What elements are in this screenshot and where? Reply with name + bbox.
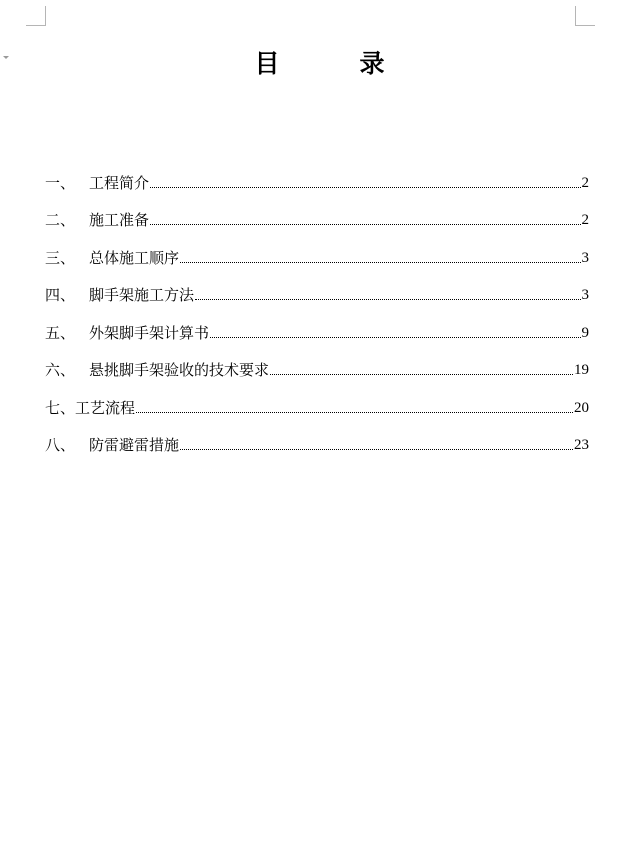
toc-entry[interactable] <box>45 380 589 418</box>
page-title <box>0 42 639 82</box>
title-char-1: 目 <box>254 49 280 78</box>
toc-entry-label: 悬挑脚手架验收的技术要求 <box>89 361 270 379</box>
table-of-contents <box>45 155 589 455</box>
toc-entry-label: 总体施工顺序 <box>89 248 180 267</box>
toc-entry-page: 9 <box>581 324 589 341</box>
toc-entry-page: 2 <box>581 212 589 228</box>
toc-leader-dots <box>180 262 580 263</box>
toc-entry-number: 七、 <box>45 398 76 417</box>
crop-mark-top-left <box>26 6 46 26</box>
toc-entry[interactable] <box>45 418 589 456</box>
toc-entry[interactable] <box>45 268 589 306</box>
toc-entry[interactable] <box>45 193 589 231</box>
toc-entry[interactable] <box>45 343 589 381</box>
toc-entry-label: 防雷避雷措施 <box>89 436 180 454</box>
toc-entry[interactable] <box>45 155 589 193</box>
toc-leader-dots <box>136 412 573 413</box>
toc-entry-number: 三、 <box>45 248 76 267</box>
toc-leader-dots <box>180 449 573 450</box>
toc-entry-label: 施工准备 <box>89 211 150 229</box>
toc-leader-dots <box>150 187 580 188</box>
title-char-2: 录 <box>359 49 385 78</box>
toc-entry-page: 19 <box>574 362 589 378</box>
toc-entry-number: 六、 <box>45 361 76 379</box>
toc-entry-number: 一、 <box>45 173 76 192</box>
toc-entry-label: 工程简介 <box>89 173 150 192</box>
toc-entry-page: 23 <box>574 437 589 453</box>
toc-entry-label: 工艺流程 <box>75 398 136 417</box>
toc-entry-number: 二、 <box>45 211 76 229</box>
toc-leader-dots <box>150 224 580 225</box>
toc-entry-label: 外架脚手架计算书 <box>89 323 210 342</box>
toc-entry[interactable] <box>45 305 589 343</box>
toc-entry-label: 脚手架施工方法 <box>89 286 195 304</box>
toc-entry-page: 20 <box>574 399 589 416</box>
toc-entry-page: 2 <box>581 174 589 191</box>
toc-entry-number: 八、 <box>45 436 76 454</box>
toc-entry-page: 3 <box>581 249 589 266</box>
toc-leader-dots <box>210 337 580 338</box>
toc-leader-dots <box>195 299 580 300</box>
toc-leader-dots <box>270 374 573 375</box>
toc-entry-number: 五、 <box>45 323 76 342</box>
toc-entry-page: 3 <box>581 287 589 303</box>
toc-entry[interactable] <box>45 230 589 268</box>
crop-mark-top-right <box>575 6 595 26</box>
toc-entry-number: 四、 <box>45 286 76 304</box>
